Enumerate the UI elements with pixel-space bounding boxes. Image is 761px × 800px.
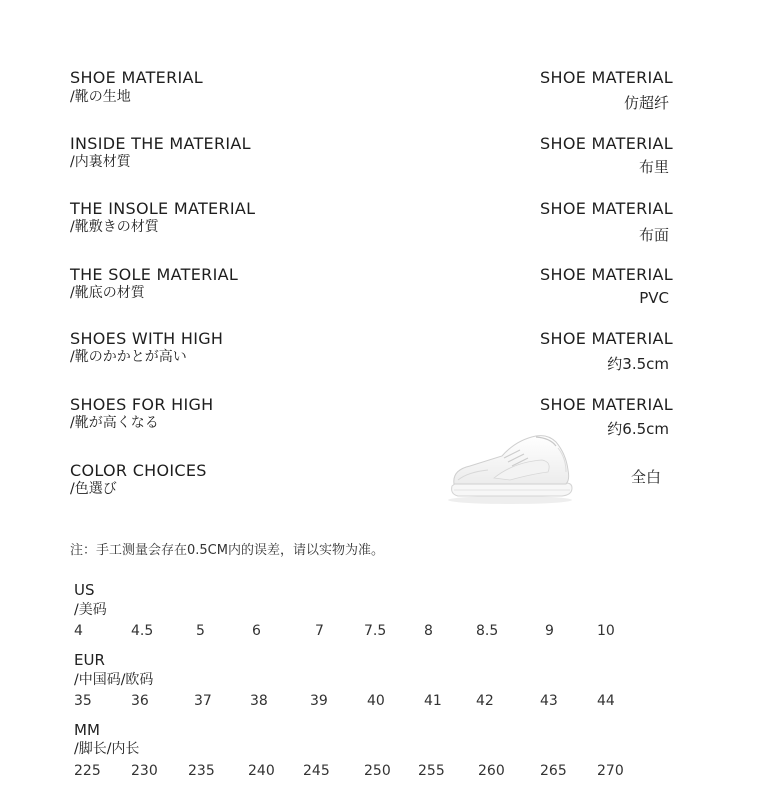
spec-value: 全白 [630,468,661,486]
size-cell: 38 [250,693,268,709]
spec-value: 仿超纤 [623,94,669,112]
size-cell: 230 [131,763,158,779]
size-cell: 41 [424,693,442,709]
size-cell: 35 [74,693,92,709]
size-cell: 37 [194,693,212,709]
spec-label-jp: /靴のかかとが高い [70,349,187,365]
spec-value: PVC [639,289,669,307]
size-row-sublabel: /中国码/欧码 [74,672,154,688]
size-cell: 5 [196,623,205,639]
spec-value: 布面 [638,226,669,244]
size-cell: 9 [545,623,554,639]
spec-right-label: SHOE MATERIAL [540,68,673,87]
size-cell: 8.5 [476,623,499,639]
size-row-sublabel: /脚长/内长 [74,741,140,757]
size-cell: 44 [597,693,615,709]
size-cell: 260 [478,763,505,779]
size-cell: 255 [418,763,445,779]
size-cell: 43 [540,693,558,709]
size-cell: 40 [367,693,385,709]
size-cell: 270 [597,763,624,779]
spec-label-jp: /色選び [70,481,117,497]
spec-label-en: COLOR CHOICES [70,461,207,480]
spec-label-en: THE INSOLE MATERIAL [70,199,256,218]
size-cell: 8 [424,623,433,639]
size-cell: 36 [131,693,149,709]
spec-right-label: SHOE MATERIAL [540,329,673,348]
spec-label-en: THE SOLE MATERIAL [70,265,239,284]
size-cell: 42 [476,693,494,709]
size-cell: 4.5 [131,623,154,639]
size-cell: 10 [597,623,615,639]
spec-value: 约3.5cm [607,355,669,373]
size-cell: 39 [310,693,328,709]
spec-right-label: SHOE MATERIAL [540,134,673,153]
spec-label-en: INSIDE THE MATERIAL [70,134,251,153]
size-cell: 7.5 [364,623,387,639]
spec-label-jp: /靴底の材質 [70,285,145,301]
size-row-sublabel: /美码 [74,602,107,618]
spec-label-en: SHOES FOR HIGH [70,395,214,414]
spec-label-jp: /内裏材質 [70,154,131,170]
size-cell: 250 [364,763,391,779]
spec-value: 布里 [638,158,669,176]
size-row-label: US [74,581,95,599]
spec-label-en: SHOE MATERIAL [70,68,203,87]
size-cell: 4 [74,623,83,639]
spec-right-label: SHOE MATERIAL [540,265,673,284]
size-row-label: MM [74,721,100,739]
spec-label-jp: /靴が高くなる [70,415,159,431]
spec-right-label: SHOE MATERIAL [540,199,673,218]
size-cell: 245 [303,763,330,779]
size-cell: 7 [315,623,324,639]
spec-label-jp: /靴敷きの材質 [70,219,159,235]
size-cell: 265 [540,763,567,779]
size-row-label: EUR [74,651,105,669]
spec-label-en: SHOES WITH HIGH [70,329,224,348]
size-cell: 240 [248,763,275,779]
spec-value: 约6.5cm [607,420,669,438]
size-cell: 235 [188,763,215,779]
spec-right-label: SHOE MATERIAL [540,395,673,414]
size-cell: 6 [252,623,261,639]
sneaker-image [444,428,576,508]
measurement-note: 注：手工测量会存在0.5CM内的误差，请以实物为准。 [70,543,384,558]
spec-label-jp: /靴の生地 [70,89,131,105]
size-cell: 225 [74,763,101,779]
